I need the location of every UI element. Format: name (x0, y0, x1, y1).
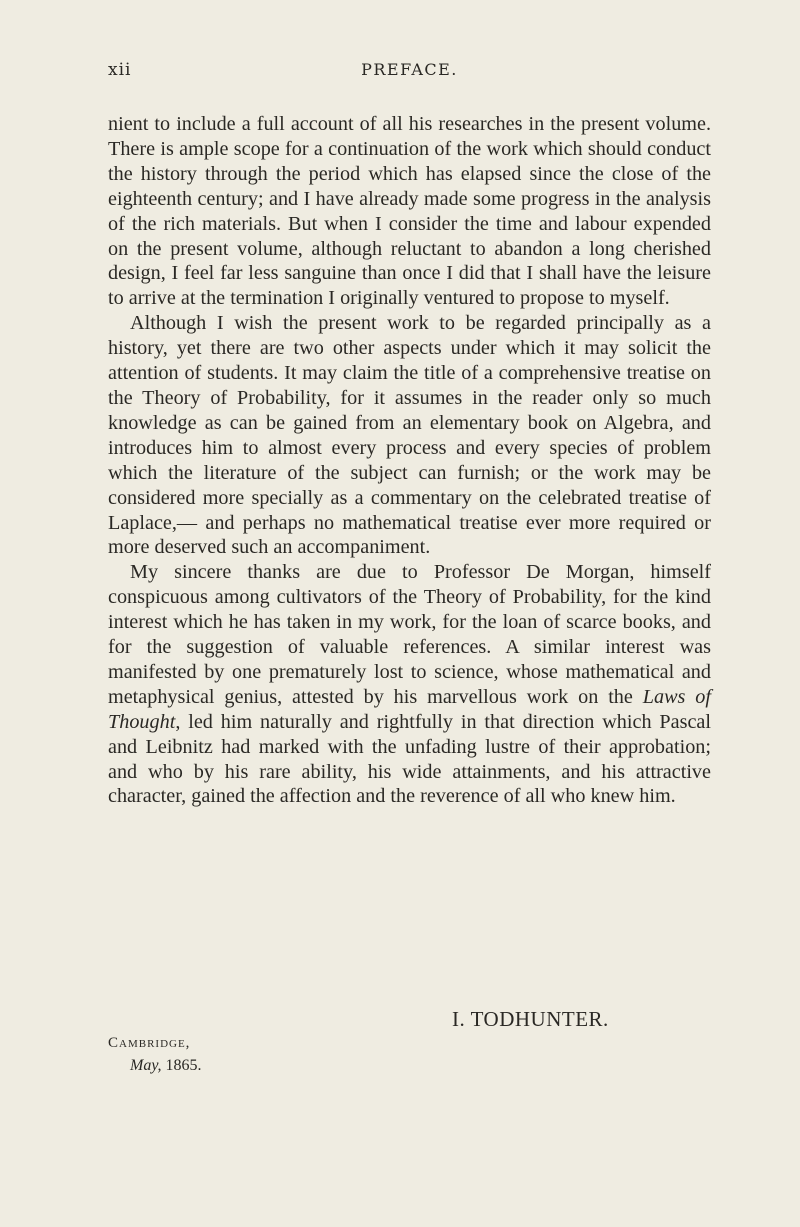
page-number: xii (108, 60, 132, 80)
paragraph-continuation: nient to include a full account of all his researches in the present volume. There is ample scope for a continuation of the work which should conduct the history through the period which has elapsed since the close of the eighteenth century; and I have already made some progress in the analysis of the rich materials. But when I consider the time and labour expended on the present volume, although reluctant to abandon a long cherished design, I feel far less sanguine than once I did that I shall have the leisure to arrive at the termination I originally ventured to propose to myself. (108, 113, 711, 310)
author-signature: I. TODHUNTER. (452, 1007, 609, 1031)
page-header (108, 60, 711, 84)
paragraph-thanks (108, 560, 711, 809)
paragraph-aspects: Although I wish the present work to be regarded principally as a history, yet there are two other aspects under which it may solicit the attention of students. It may claim the title of a comprehensive treatise on the Theory of Probability, for it assumes in the reader only so much knowledge as can be gained from an elementary book on Algebra, and introduces him to almost every process and every species of problem which the literature of the subject can furnish; or the work may be considered more specially as a commentary on the celebrated treatise of Laplace,— and perhaps no mathematical treatise ever more required or more deserved such an accompaniment. (108, 312, 711, 559)
date-month: May, (130, 1057, 162, 1074)
place-line: Cambridge, (108, 1035, 191, 1051)
date-year: 1865. (161, 1057, 202, 1074)
book-title-laws-of-thought: Laws of Thought (108, 685, 711, 733)
running-title: PREFACE. (361, 60, 458, 79)
paragraph-thanks-text-b: , led him naturally and rightfully in that direction which Pascal and Leibnitz had marked with the unfading lustre of their approbation; and who by his rare ability, his wide attainments, and his attractive character, gained the affection and the reverence of all who knew him. (108, 710, 711, 808)
date-line (130, 1057, 202, 1075)
paragraph-thanks-text-a: My sincere thanks are due to Professor De Morgan, himself conspicuous among cultivators of the Theory of Probability, for the kind interest which he has taken in my work, for the loan of scarce books, and for the suggestion of valuable references. A similar interest was manifested by one prematurely lost to science, whose mathematical and metaphysical genius, attested by his marvellous work on the (108, 561, 711, 708)
preface-body (108, 112, 711, 809)
